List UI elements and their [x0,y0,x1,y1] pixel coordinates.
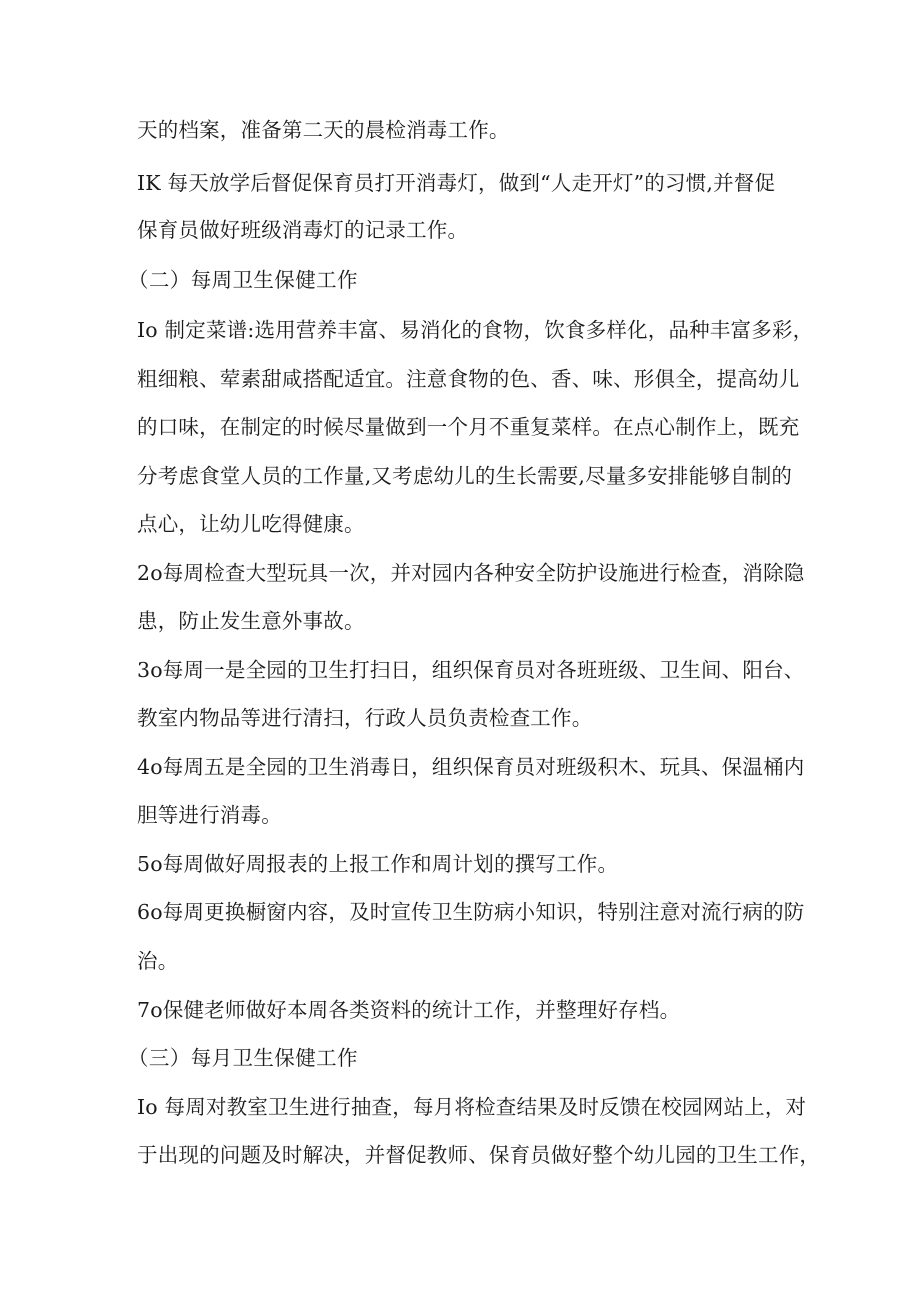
text-line: 治。 [137,949,179,973]
text-line: Io 每周对教室卫生进行抽查，每月将检查结果及时反馈在校园网站上，对 [137,1095,807,1119]
text-line: 患，防止发生意外事故。 [137,609,365,633]
text-line: 4o每周五是全园的卫生消毒日，组织保育员对班级积木、玩具、保温桶内 [137,755,805,779]
text-line: 天的档案，准备第二天的晨检消毒工作。 [137,118,510,142]
section-heading: （二）每周卫生保健工作 [128,268,358,292]
text-line: 胆等进行消毒。 [137,803,282,827]
text-line: 7o保健老师做好本周各类资料的统计工作，并整理好存档。 [137,998,681,1022]
text-line: 于出现的问题及时解决，并督促教师、保育员做好整个幼儿园的卫生工作， [137,1143,821,1167]
text-line: 粗细粮、荤素甜咸搭配适宜。注意食物的色、香、味、形俱全，提高幼儿 [137,367,800,391]
text-line: 3o每周一是全园的卫生打扫日，组织保育员对各班班级、卫生间、阳台、 [137,658,805,682]
text-line: 6o每周更换橱窗内容，及时宣传卫生防病小知识，特别注意对流行病的防 [137,900,805,924]
text-line: 分考虑食堂人员的工作量,又考虑幼儿的生长需要,尽量多安排能够自制的 [137,464,793,488]
text-line: 点心，让幼儿吃得健康。 [137,512,365,536]
text-line: 5o每周做好周报表的上报工作和周计划的撰写工作。 [137,852,619,876]
text-line: 的口味，在制定的时候尽量做到一个月不重复菜样。在点心制作上，既充 [137,415,800,439]
section-heading: （三）每月卫生保健工作 [128,1046,358,1070]
text-line: IK 每天放学后督促保育员打开消毒灯，做到“人走开灯”的习惯,并督促 [137,171,776,195]
text-line: 教室内物品等进行清扫，行政人员负责检查工作。 [137,706,593,730]
text-line: 保育员做好班级消毒灯的记录工作。 [137,218,469,242]
text-line: 2o每周检查大型玩具一次，并对园内各种安全防护设施进行检查，消除隐 [137,561,805,585]
text-line: Io 制定菜谱:选用营养丰富、易消化的食物，饮食多样化，品种丰富多彩， [137,318,814,342]
